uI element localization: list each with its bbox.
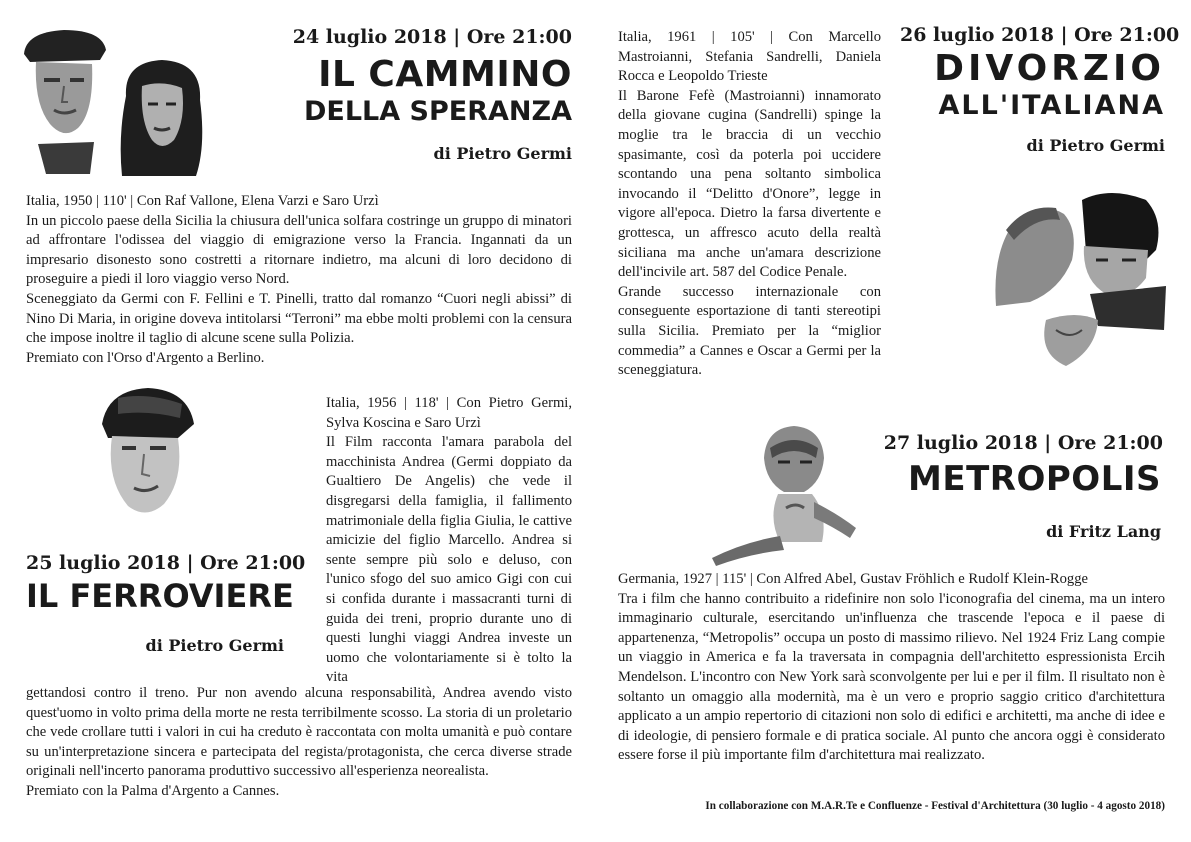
- ferroviere-title: IL FERROVIERE: [26, 577, 294, 615]
- metropolis-photo: [704, 418, 864, 568]
- cammino-description: [26, 192, 572, 368]
- ferroviere-director: di Pietro Germi: [145, 636, 284, 655]
- metropolis-director: di Fritz Lang: [1046, 522, 1161, 541]
- ferroviere-info: Italia, 1956 | 118' | Con Pietro Germi, Sylva Koscina e Saro Urzì: [326, 395, 572, 431]
- divorzio-notes: Grande successo internazionale con conseguente esportazione di tanti stereotipi sulla Sicilia. Premiato per la “miglior commedia” a Cannes e Oscar a Germi per la sceneggiatura.: [618, 283, 881, 379]
- ferroviere-plot-start: Il Film racconta l'amara parabola del macchinista Andrea (Germi doppiato da Gualtiero De Angelis) che vede il disgregarsi della famiglia, il fallimento matrimoniale della figlia Giulia, le cattive amicizie del figlio Marcello. Andrea si sente sempre più solo e deluso, con l'unico sfogo del suo amico Gigi con cui si confida durante i massacranti turni di guida dei treni, proprio durante uno di questi lunghi viaggi Andrea investe un uomo che volontariamente si è tolto la vita: [326, 434, 572, 686]
- divorzio-title-line1: DIVORZIO: [934, 48, 1165, 89]
- cammino-title-line2: DELLA SPERANZA: [304, 96, 572, 127]
- ferroviere-column: [326, 394, 572, 688]
- metropolis-info: Germania, 1927 | 115' | Con Alfred Abel, Gustav Fröhlich e Rudolf Klein-Rogge: [618, 571, 1088, 587]
- divorzio-director: di Pietro Germi: [1026, 136, 1165, 155]
- cammino-title-line1: IL CAMMINO: [318, 54, 572, 95]
- divorzio-date: 26 luglio 2018 | Ore 21:00: [900, 24, 1180, 46]
- cammino-date: 24 luglio 2018 | Ore 21:00: [292, 26, 572, 48]
- ferroviere-photo: [88, 384, 198, 520]
- divorzio-info: Italia, 1961 | 105' | Con Marcello Mastroianni, Stefania Sandrelli, Daniela Rocca e Leopoldo Trieste: [618, 29, 881, 85]
- metropolis-title: METROPOLIS: [908, 459, 1161, 499]
- cammino-photo-woman: [116, 56, 208, 180]
- divorzio-title-line2: ALL'ITALIANA: [938, 90, 1165, 121]
- ferroviere-award: Premiato con la Palma d'Argento a Cannes.: [26, 782, 280, 799]
- divorzio-photo: [986, 190, 1168, 380]
- metropolis-date: 27 luglio 2018 | Ore 21:00: [883, 432, 1163, 454]
- divorzio-plot: Il Barone Fefè (Mastroianni) innamorato della giovane cugina (Sandrelli) spinge la moglie tra le braccia di un vecchio spasimante, così da poterla poi uccidere scontando una pena soltanto simbolica invocando il “Delitto d'Onore”, legge in vigore all'epoca. Dietro la farsa divertente e grottesca, un affresco acuto della realtà siciliana ma anche un'amara descrizione dell'incivile art. 587 del Codice Penale.: [618, 87, 881, 281]
- cammino-notes: Sceneggiato da Germi con F. Fellini e T. Pinelli, tratto dal romanzo “Cuori negli abissi” di Nino Di Maria, in origine doveva intitolarsi “Terroni” ma ebbe molti problemi con la censura che impose inoltre il taglio di alcune scene sulla Polizia.: [26, 290, 572, 347]
- cammino-plot: In un piccolo paese della Sicilia la chiusura dell'unica solfara costringe un gruppo di minatori ad affrontare l'odissea del viaggio di emigrazione verso la Francia. Ingannati da un impresario disonesto sono costretti a ritornare indietro, ma alcuni di loro decidono di proseguire a piedi il loro viaggio verso Nord.: [26, 212, 572, 288]
- divorzio-description: [618, 28, 881, 381]
- collaboration-footer: In collaborazione con M.A.R.Te e Confluenze - Festival d'Architettura (30 luglio - 4 agosto 2018): [705, 800, 1165, 812]
- cammino-info: Italia, 1950 | 110' | Con Raf Vallone, Elena Varzi e Saro Urzì: [26, 193, 379, 209]
- cammino-director: di Pietro Germi: [433, 144, 572, 163]
- ferroviere-date: 25 luglio 2018 | Ore 21:00: [26, 552, 306, 574]
- metropolis-plot: Tra i film che hanno contribuito a ridefinire non solo l'iconografia del cinema, ma un intero immaginario culturale, esercitando un'influenza che trascende l'epoca e il paese di appartenenza, “Metropolis” occupa un posto di massimo rilievo. Nel 1924 Friz Lang compie un viaggio in America e fa la traversata in compagnia dell'architetto espressionista Ercih Mendelson. L'incontro con New York sarà sconvolgente per lui e per il film. Il risultato non è soltanto un omaggio alla modernità, ma è un vero e proprio saggio critico d'architettura applicato a un ampio repertorio di citazioni non solo di edifici e architetti, ma anche di idee e di ideologie, di pensiero formale e di pratica sociale. Al punto che ancora oggi è considerato essere forse il più importante film d'architettura mai realizzato.: [618, 590, 1165, 764]
- cammino-award: Premiato con l'Orso d'Argento a Berlino.: [26, 349, 265, 366]
- ferroviere-description: [26, 684, 572, 802]
- metropolis-description: [618, 570, 1165, 766]
- cammino-photo-man: [16, 24, 112, 174]
- ferroviere-plot-end: gettandosi contro il treno. Pur non avendo alcuna responsabilità, Andrea avendo visto quest'uomo in volto prima della morte ne resta terribilmente scosso. La storia di un proletario che vede crollare tutti i valori in cui ha creduto è raccontata con molta umanità e può contare su un'interpretazione sincera e partecipata del regista/protagonista, che cerca diverse strade originali nell'incerto panorama produttivo successivo all'esperienza neorealista.: [26, 685, 572, 780]
